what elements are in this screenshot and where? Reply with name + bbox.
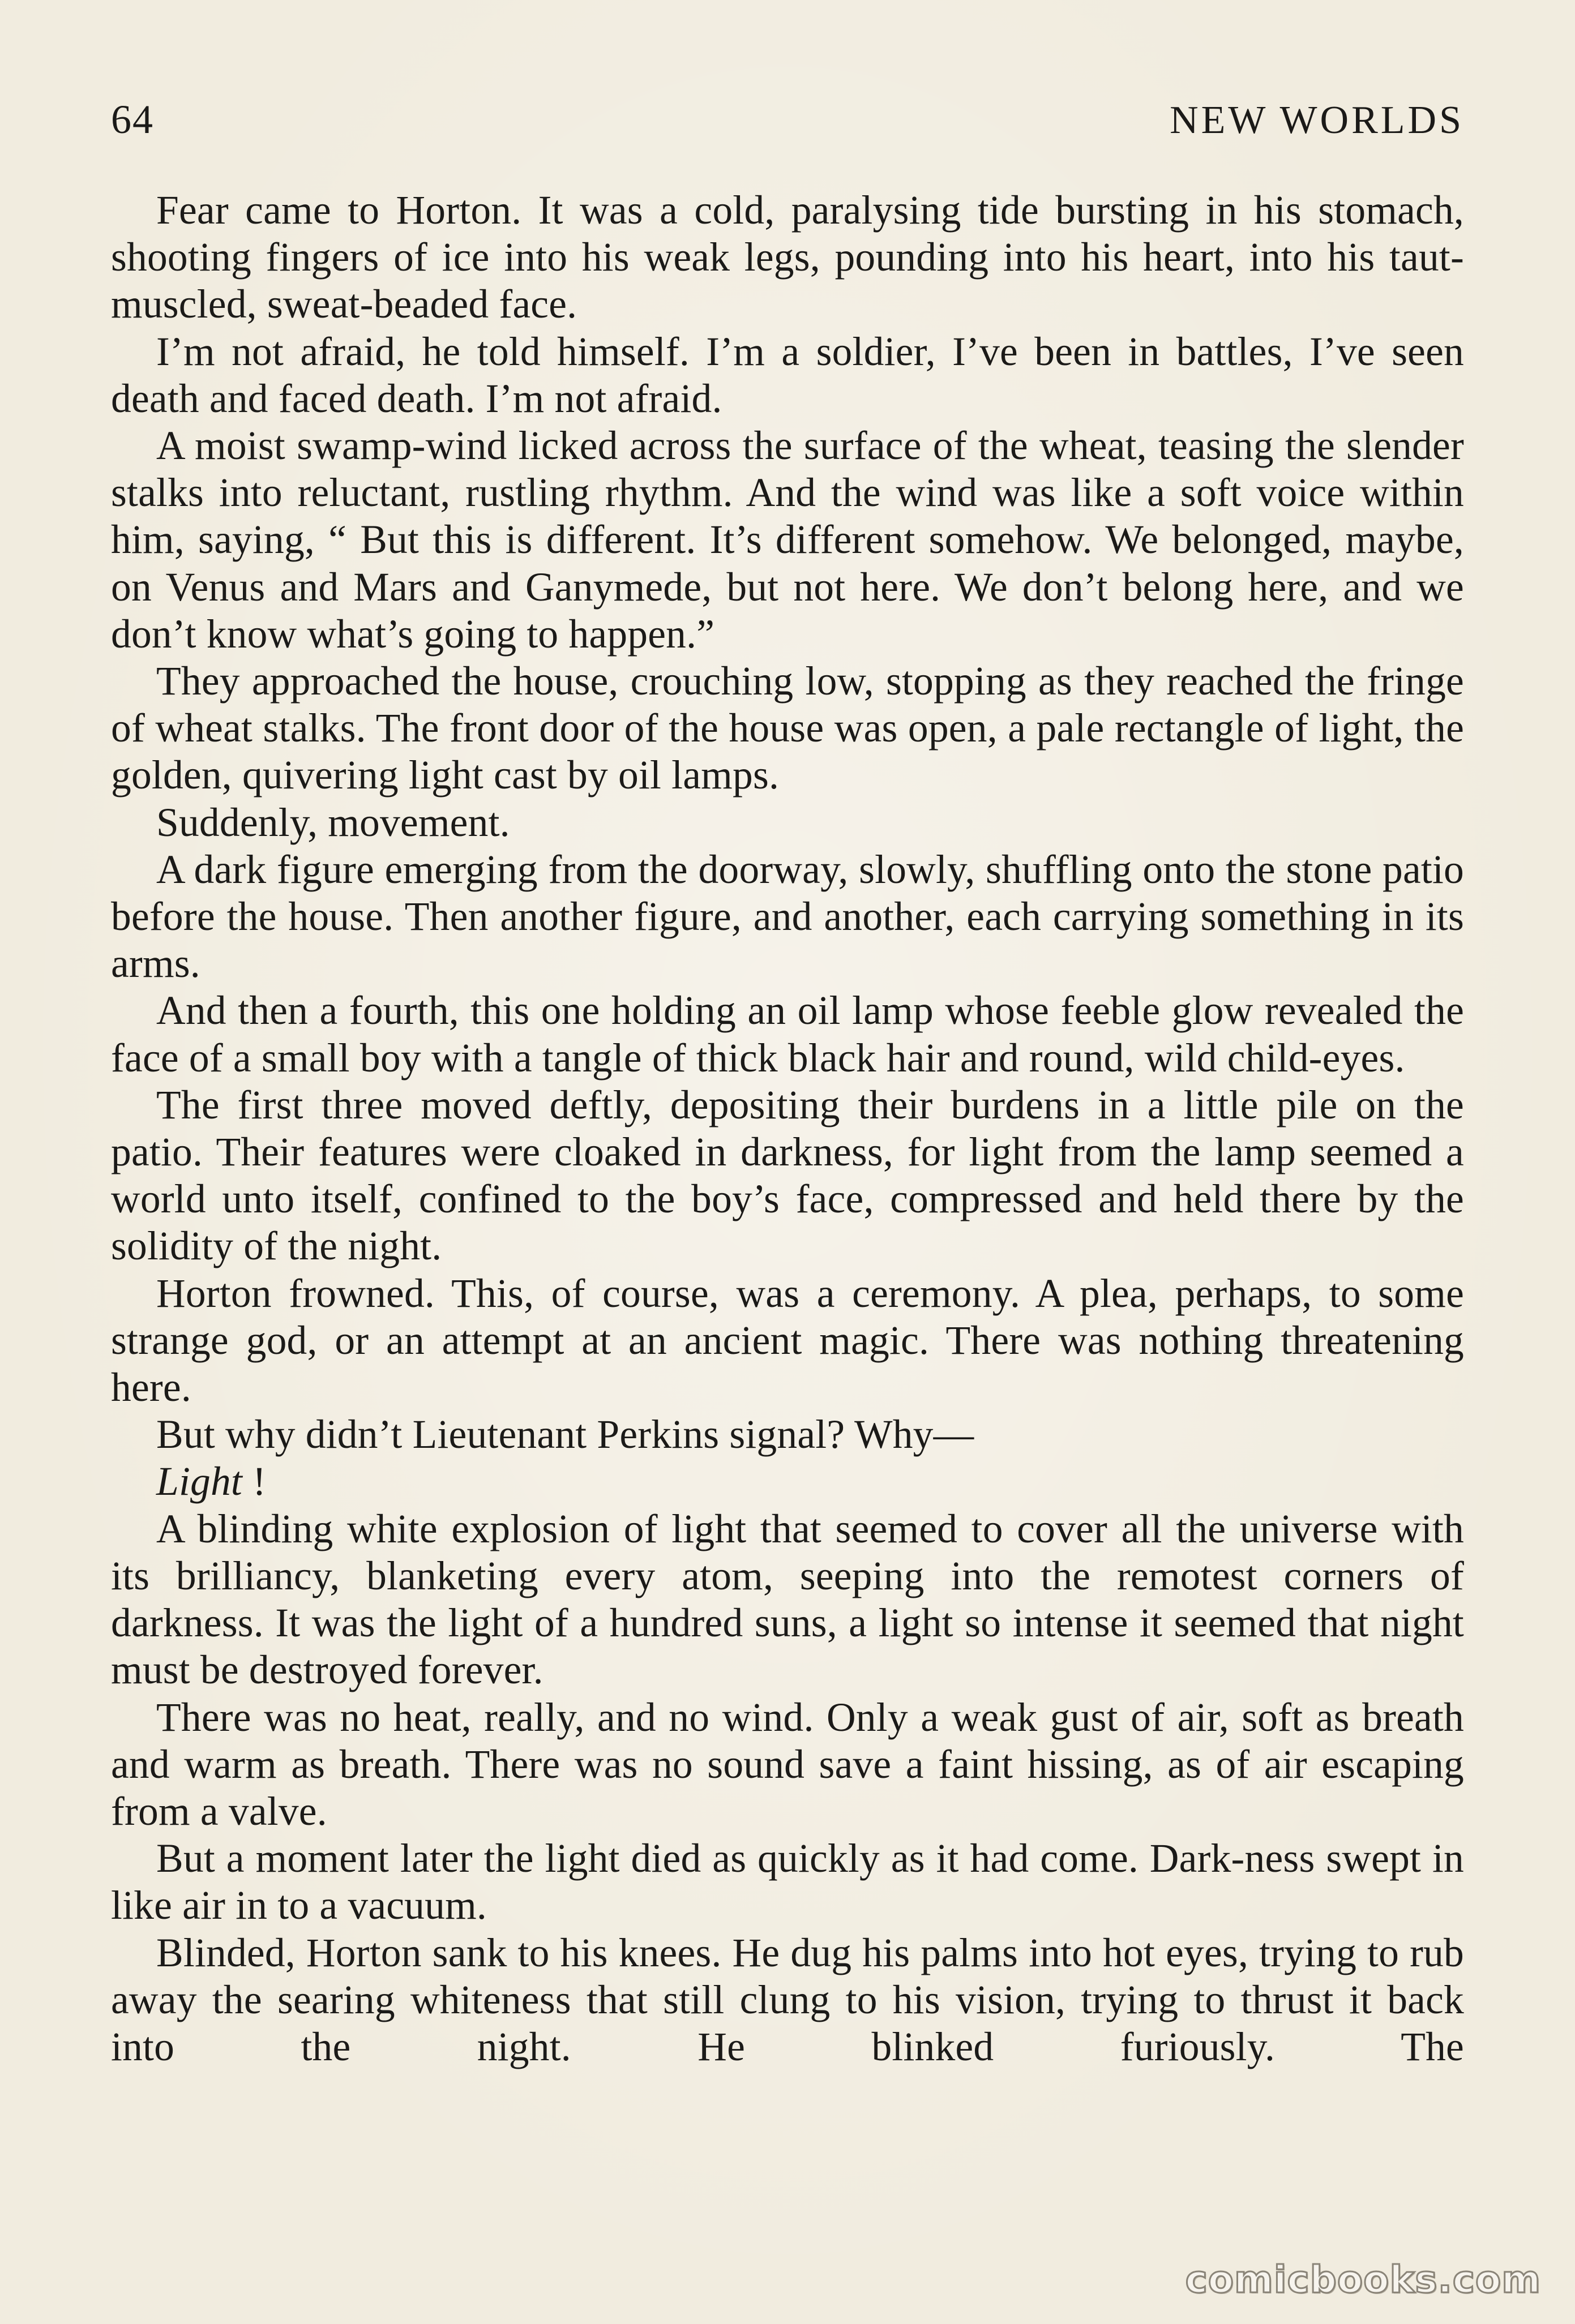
paragraph: They approached the house, crouching low, stopping as they reached the fringe of wheat stalks. The front door of the house was open, a pale rectangle of light, the golden, quivering light cast by oil lamps. xyxy=(111,659,1464,798)
paragraph: Suddenly, movement. xyxy=(156,800,510,845)
paragraph: The first three moved deftly, depositing their burdens in a little pile on the patio. Their features were cloaked in darkness, for light from the lamp seemed a world unto itself, confined to the boy’s face, compressed and held there by the solidity of the night. xyxy=(111,1082,1464,1269)
running-title: NEW WORLDS xyxy=(1170,98,1464,142)
exclamation-word: Light xyxy=(156,1459,242,1504)
paragraph: A moist swamp-wind licked across the surface of the wheat, teasing the slender stalks into reluctant, rustling rhythm. And the wind was like a soft voice within him, saying, “ But this is different. It’s different somehow. We belonged, maybe, on Venus and Mars and Ganymede, but not here. We don’t belong here, and we don’t know what’s going to happen.” xyxy=(111,423,1464,657)
paragraph: Blinded, Horton sank to his knees. He dug his palms into hot eyes, trying to rub away the searing whiteness that still clung to his vision, trying to thrust it back into the night. He blinked furiously. The xyxy=(111,1930,1464,2069)
paragraph: I’m not afraid, he told himself. I’m a soldier, I’ve been in battles, I’ve seen death and faced death. I’m not afraid. xyxy=(111,329,1464,421)
watermark-logo: comicbooks.com xyxy=(1185,2258,1541,2301)
paragraph: There was no heat, really, and no wind. Only a weak gust of air, soft as breath and warm as breath. There was no sound save a faint hissing, as of air escaping from a valve. xyxy=(111,1695,1464,1834)
paragraph: A blinding white explosion of light that seemed to cover all the universe with its brilliancy, blanketing every atom, seeping into the remotest corners of darkness. It was the light of a hundred suns, a light so intense it seemed that night must be destroyed forever. xyxy=(111,1506,1464,1693)
paragraph: Horton frowned. This, of course, was a ceremony. A plea, perhaps, to some strange god, or an attempt at an ancient magic. There was nothing threatening here. xyxy=(111,1271,1464,1410)
paragraph: And then a fourth, this one holding an oil lamp whose feeble glow revealed the face of a small boy with a tangle of thick black hair and round, wild child-eyes. xyxy=(111,988,1464,1080)
paragraph: A dark figure emerging from the doorway, slowly, shuffling onto the stone patio before the house. Then another figure, and another, each carrying something in its arms. xyxy=(111,847,1464,987)
paragraph: But a moment later the light died as quickly as it had come. Dark-ness swept in like air in to a vacuum. xyxy=(111,1836,1464,1928)
paragraph: Fear came to Horton. It was a cold, paralysing tide bursting in his stomach, shooting fingers of ice into his weak legs, pounding into his heart, into his taut-muscled, sweat-beaded face. xyxy=(111,188,1464,327)
page-number: 64 xyxy=(111,97,154,142)
story-text xyxy=(111,187,1464,2070)
exclamation-mark: ! xyxy=(242,1459,267,1504)
page-header xyxy=(111,96,1464,153)
paragraph: But why didn’t Lieutenant Perkins signal? Why— xyxy=(156,1412,974,1457)
exclamation-line xyxy=(111,1458,1464,1505)
